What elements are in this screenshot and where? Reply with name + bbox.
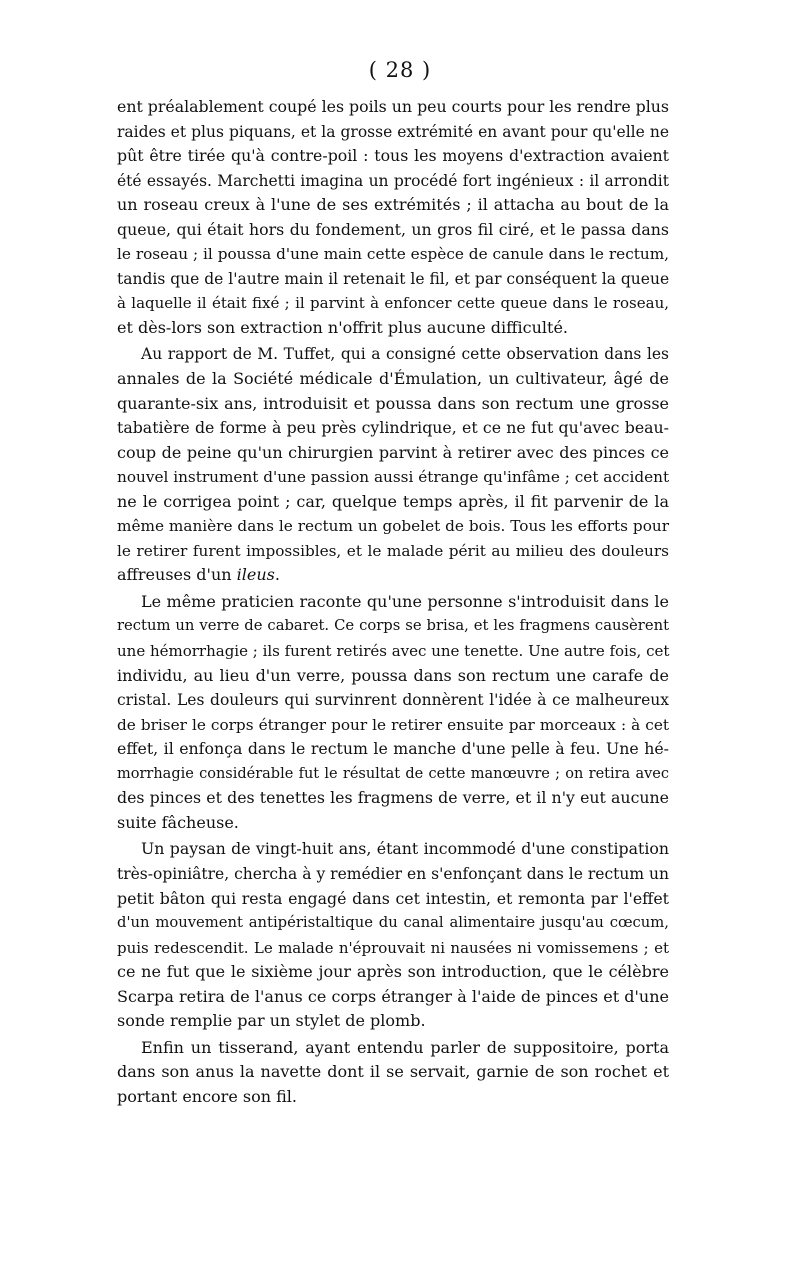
text-line: puis redescendit. Le malade n'éprouvait ni nausées ni vomissemens ; et (117, 938, 669, 957)
text-line: une hémorrhagie ; ils furent retirés avec une tenette. Une autre fois, cet (117, 642, 670, 661)
text-line: quarante-six ans, introduisit et poussa dans son rectum une grosse (117, 393, 669, 413)
text-line (117, 563, 669, 588)
text-line: annales de la Société médicale d'Émulation, un cultivateur, âgé de (117, 369, 669, 389)
text-line: effet, il enfonça dans le rectum le manche d'une pelle à feu. Une hé- (117, 739, 669, 759)
text-fragment: . (274, 565, 280, 585)
text-line: Un paysan de vingt-huit ans, étant incommodé d'une constipation (141, 839, 669, 859)
text-line: tabatière de forme à peu près cylindrique, et ce ne fut qu'avec beau- (117, 418, 669, 438)
text-line: sonde remplie par un stylet de plomb. (117, 1011, 426, 1031)
text-line: d'un mouvement antipéristaltique du canal alimentaire jusqu'au cœcum, (117, 914, 669, 932)
text-line: cristal. Les douleurs qui survinrent donnèrent l'idée à ce malheureux (117, 691, 669, 710)
text-fragment: affreuses d'un (117, 565, 237, 585)
text-line: rectum un verre de cabaret. Ce corps se brisa, et les fragmens causèrent (117, 617, 669, 635)
text-line: Enfin un tisserand, ayant entendu parler de suppositoire, porta (141, 1037, 669, 1057)
text-line: et dès-lors son extraction n'offrit plus aucune difficulté. (117, 317, 569, 337)
text-line: coup de peine qu'un chirurgien parvint à retirer avec des pinces ce (117, 442, 669, 462)
text-line: le roseau ; il poussa d'une main cette espèce de canule dans le rectum, (117, 245, 669, 264)
paragraph (117, 342, 669, 587)
text-line: un roseau creux à l'une de ses extrémités ; il attacha au bout de la (117, 195, 669, 215)
text-line: tandis que de l'autre main il retenait le fil, et par conséquent la queue (117, 269, 670, 288)
paragraph (117, 1036, 669, 1110)
text-line: suite fâcheuse. (117, 812, 239, 832)
text-line: même manière dans le rectum un gobelet de bois. Tous les efforts pour (117, 517, 669, 536)
text-line: petit bâton qui resta engagé dans cet intestin, et remonta par l'effet (117, 888, 669, 908)
paragraph (117, 95, 669, 340)
text-line: Le même praticien raconte qu'une personne s'introduisit dans le (141, 591, 669, 611)
text-line: été essayés. Marchetti imagina un procédé fort ingénieux : il arrondit (117, 171, 669, 190)
text-line: à laquelle il était fixé ; il parvint à enfoncer cette queue dans le roseau, (117, 294, 669, 313)
italic-term: ileus (236, 565, 275, 585)
text-line: pût être tirée qu'à contre-poil : tous les moyens d'extraction avaient (117, 146, 669, 166)
text-line: raides et plus piquans, et la grosse extrémité en avant pour qu'elle ne (117, 122, 669, 141)
text-line: ent préalablement coupé les poils un peu courts pour les rendre plus (117, 97, 669, 116)
text-line: ne le corrigea point ; car, quelque temps après, il fit parvenir de la (117, 491, 669, 511)
text-line: ce ne fut que le sixième jour après son introduction, que le célèbre (117, 962, 669, 982)
paragraph (117, 837, 669, 1033)
body-text (117, 95, 669, 1111)
text-line: morrhagie considérable fut le résultat de cette manœuvre ; on retira avec (117, 765, 669, 782)
text-line: dans son anus la navette dont il se servait, garnie de son rochet et (117, 1062, 669, 1082)
text-line: portant encore son fil. (117, 1086, 297, 1106)
text-line: individu, au lieu d'un verre, poussa dans son rectum une carafe de (117, 665, 669, 685)
text-line: Au rapport de M. Tuffet, qui a consigné cette observation dans les (141, 345, 669, 364)
text-line: queue, qui était hors du fondement, un gros fil ciré, et le passa dans (117, 219, 669, 239)
text-line: le retirer furent impossibles, et le malade périt au milieu des douleurs (117, 541, 669, 560)
text-line: nouvel instrument d'une passion aussi étrange qu'infâme ; cet accident (117, 468, 670, 487)
text-line: très-opiniâtre, chercha à y remédier en s'enfonçant dans le rectum un (117, 864, 669, 883)
page-number: ( 28 ) (368, 58, 432, 82)
paragraph (117, 590, 669, 835)
text-line: de briser le corps étranger pour le retirer ensuite par morceaux : à cet (117, 715, 669, 734)
text-line: des pinces et des tenettes les fragmens de verre, et il n'y eut aucune (117, 788, 669, 808)
text-line: Scarpa retira de l'anus ce corps étranger à l'aide de pinces et d'une (117, 986, 669, 1006)
